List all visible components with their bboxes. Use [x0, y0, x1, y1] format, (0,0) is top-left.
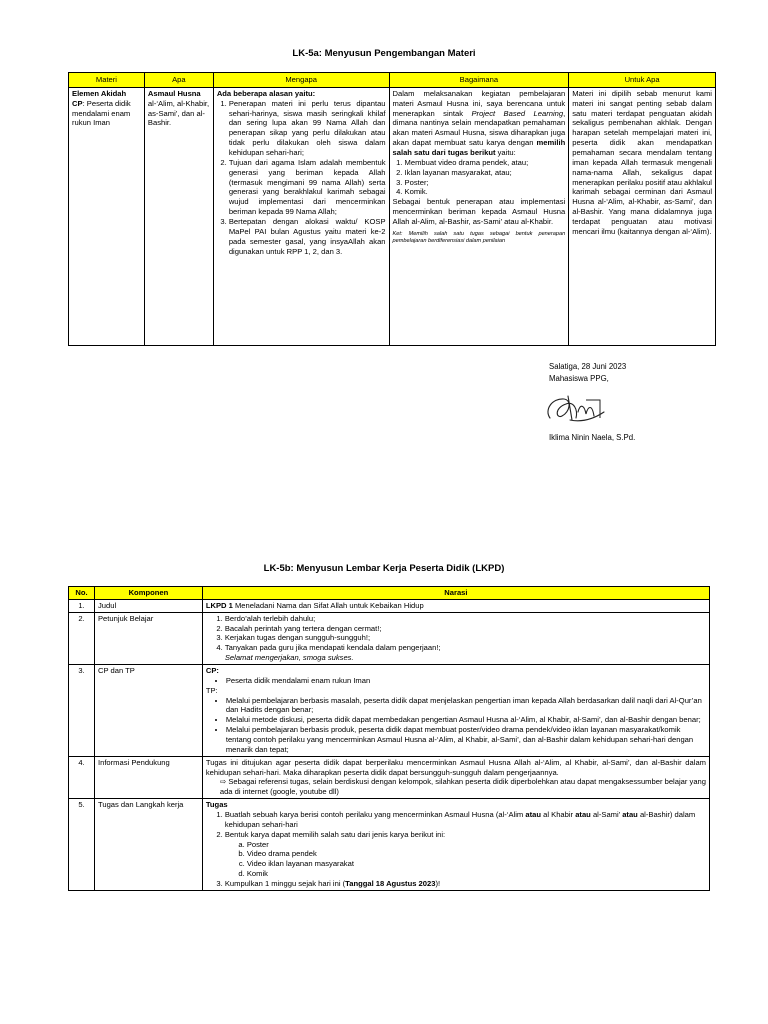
bagaimana-item: 3. Poster;	[405, 178, 566, 188]
step-text: )!	[435, 879, 441, 889]
bagaimana-bold: memilih salah satu dari tugas berikut	[392, 138, 566, 158]
materi-cp-label: CP	[72, 98, 83, 108]
lkpd-label: LKPD 1	[205, 600, 233, 610]
cell-apa	[144, 87, 213, 345]
signature-role: Mahasiswa PPG,	[549, 374, 609, 383]
info-arrow-item	[206, 777, 706, 797]
bagaimana-item: 2. Iklan layanan masyarakat, atau;	[405, 168, 566, 178]
bagaimana-note: Ket: Memilih salah satu tugas sebagai bentuk penerapan pembelajaran berdiferensiasi dalam penilaian	[392, 230, 566, 245]
step-bold: atau	[575, 810, 591, 820]
bagaimana-text: yaitu:	[495, 148, 516, 158]
list-item: 1. Berdo’alah terlebih dahulu;	[225, 614, 706, 624]
tugas-label: Tugas	[205, 800, 228, 810]
list-item: 2. Bacalah perintah yang tertera dengan cermat!;	[225, 624, 706, 634]
step-text: Buatlah sebuah karya berisi contoh perilaku yang mencerminkan Asmaul Husna (al-‘Alim	[224, 810, 526, 820]
row-narasi	[202, 665, 709, 757]
lkpd-title: Meneladani Nama dan Sifat Allah untuk Kebaikan Hidup	[232, 600, 424, 610]
table-row	[69, 599, 710, 612]
info-text: Tugas ini ditujukan agar peserta didik dapat berperilaku mencerminkan Asmaul Husna Allah al-‘Alim, al Khabir, al-Sami’, dan al-Bashir dalam kehidupan sehari-hari. Maka diharapkan peserta didik dapat bersungguh-sungguh dalam pengerjaannya.	[205, 757, 706, 777]
apa-text: al-‘Alim, al-Khabir, as-Sami’, dan al-Bashir.	[147, 98, 210, 128]
header-apa: Apa	[144, 73, 213, 88]
lk5b-title: LK-5b: Menyusun Lembar Kerja Peserta Didik (LKPD)	[263, 563, 505, 574]
row-komponen: Informasi Pendukung	[94, 756, 202, 798]
list-item: • Peserta didik mendalami enam rukun Iman	[226, 676, 706, 686]
cp-list	[206, 676, 706, 686]
step-text: Kumpulkan 1 minggu sejak hari ini (	[224, 879, 346, 889]
lk5b-table	[68, 586, 710, 891]
mengapa-list	[217, 99, 386, 257]
row-number: 4.	[69, 756, 95, 798]
list-item: • Melalui metode diskusi, peserta didik dapat membedakan pengertian Asmaul Husna al-‘Alim, al Khabir, al-Sami’, dan al-Bashir dengan benar;	[226, 715, 706, 725]
mengapa-intro: Ada beberapa alasan yaitu:	[216, 88, 316, 98]
cell-mengapa	[213, 87, 389, 345]
list-item: 3. Kerjakan tugas dengan sungguh-sungguh!;	[225, 633, 706, 643]
row-narasi	[202, 599, 709, 612]
apa-title: Asmaul Husna	[147, 88, 201, 98]
header-no: No.	[69, 587, 95, 600]
bagaimana-item: 1. Membuat video drama pendek, atau;	[405, 158, 566, 168]
header-bagaimana: Bagaimana	[389, 73, 569, 88]
list-item: b. Video drama pendek	[247, 849, 706, 859]
bagaimana-paragraph-2: Sebagai bentuk penerapan atau implementasi mencerminkan beriman kepada Asmaul Husna Allah al-Alim, al-Bashir, as-Sami’ atau al-Khabir.	[392, 197, 566, 227]
handwritten-signature	[540, 390, 610, 430]
lk5a-header-row	[69, 73, 716, 88]
bagaimana-paragraph-1	[393, 89, 566, 158]
table-row	[69, 756, 710, 798]
step-text: Bentuk karya dapat memilih salah satu dari jenis karya berikut ini:	[224, 829, 446, 839]
step-text: al Khabir	[541, 810, 576, 820]
lk5a-content-row	[69, 87, 716, 345]
row-narasi	[202, 612, 709, 664]
row-number: 5.	[69, 799, 95, 891]
closing-text: Selamat mengerjakan, smoga sukses.	[224, 653, 354, 663]
mengapa-item: 1. Penerapan materi ini perlu terus dipantau sehari-harinya, siswa masih seringkali khilaf dan sering lupa akan 99 Nama Allah dan penerapan sikap yang perlu dilakukan atau tidak perlu dilakukan oleh siswa dalam kehidupan sehari-hari;	[229, 99, 386, 158]
bagaimana-italic: Project Based Learning	[471, 108, 564, 118]
row-number: 3.	[69, 665, 95, 757]
header-untuk-apa: Untuk Apa	[569, 73, 716, 88]
bagaimana-list	[393, 158, 566, 197]
karya-sublist	[225, 840, 706, 879]
list-item: • Melalui pembelajaran berbasis produk, peserta didik dapat membuat poster/video drama pendek/video iklan layanan masyarakat/komik tentang contoh perilaku yang mencerminkan Asmaul Husna al-‘Alim, al Khabir, al-Sami’, dan al-Bashir dalam kehidupan sehari-hari dengan menarik dan tepat;	[226, 725, 706, 755]
row-narasi	[202, 799, 709, 891]
row-narasi	[202, 756, 709, 798]
header-komponen: Komponen	[94, 587, 202, 600]
mengapa-item: 3. Bertepatan dengan alokasi waktu/ KOSP MaPel PAI bulan Agustus yaitu materi ke-2 pada semester gasal, yang insyaAllah akan digunakan untuk RPP 1, 2, dan 3.	[229, 217, 386, 256]
row-komponen: Petunjuk Belajar	[94, 612, 202, 664]
cell-materi	[69, 87, 145, 345]
step-bold: atau	[525, 810, 541, 820]
step-bold: atau	[622, 810, 638, 820]
lk5a-title: LK-5a: Menyusun Pengembangan Materi	[292, 48, 476, 59]
petunjuk-list	[206, 614, 706, 653]
table-row	[69, 665, 710, 757]
list-item: 4. Tanyakan pada guru jika mendapati kendala dalam pengerjaan!;	[225, 643, 706, 653]
list-item	[225, 810, 706, 830]
list-item: c. Video iklan layanan masyarakat	[247, 859, 706, 869]
list-item	[225, 879, 706, 889]
list-item: a. Poster	[247, 840, 706, 850]
list-item: d. Komik	[247, 869, 706, 879]
step-text: al-Sami’	[590, 810, 623, 820]
list-item: • Melalui pembelajaran berbasis masalah, peserta didik dapat menjelaskan pengertian iman kepada Allah berdasarkan dalil naqli dari Al-Qur’an dan Hadits dengan benar;	[226, 696, 706, 716]
list-item	[225, 830, 706, 879]
arrow-right-icon: ⇨	[219, 777, 229, 787]
header-mengapa: Mengapa	[213, 73, 389, 88]
mengapa-item: 2. Tujuan dari agama Islam adalah membentuk generasi yang beriman kepada Allah (termasuk mengimani 99 nama Allah) serta generasi yang berakhlakul karimah sebagai wujud implementasi dari mencerminkan beriman kepada 99 Nama Allah;	[229, 158, 386, 217]
signature-place-date: Salatiga, 28 Juni 2023	[549, 362, 627, 371]
step-text: al-Bashir) dalam kehidupan sehari-hari	[224, 810, 696, 829]
table-row	[69, 799, 710, 891]
step-bold: Tanggal 18 Agustus 2023	[345, 879, 436, 889]
bagaimana-text: , dimana nantinya selain mendapatkan pemahaman akan materi Asmaul Husna, siswa diharapkan juga akan dapat membuat satu karya dengan	[392, 108, 566, 148]
cp-label: CP:	[205, 666, 219, 676]
cell-bagaimana	[389, 87, 569, 345]
row-komponen: Judul	[94, 599, 202, 612]
header-materi: Materi	[69, 73, 145, 88]
row-komponen: Tugas dan Langkah kerja	[94, 799, 202, 891]
header-narasi: Narasi	[202, 587, 709, 600]
row-number: 1.	[69, 599, 95, 612]
signature-name: Iklima Ninin Naela, S.Pd.	[549, 433, 636, 442]
cell-untuk-apa: Materi ini dipilih sebab menurut kami materi ini sangat penting sebab dalam satu materi terdapat penguatan akidah sekaligus pembenahan akhlak. Dengan harapan setelah mempelajari materi ini, peserta didik akan mendapatkan pemahaman secara mendalam tentang iman kepada Allah termasuk mengenali nama-nama Allah, sekaligus dapat menerapkan perilaku positif atau akhlakul karimah sebagai cerminan dari Asmaul Husna al-‘Alim, al-Khabir, as-Sami’, dan al-Bashir. Yang mana didalamnya juga terdapat penguatan atau motivasi mencari ilmu (kaitannya dengan al-‘Alim).	[569, 87, 716, 345]
materi-label: Elemen Akidah	[72, 88, 127, 98]
tp-label: TP:	[205, 685, 218, 695]
tp-list	[206, 696, 706, 755]
info-arrow-text: Sebagai referensi tugas, selain berdiskusi dengan kelompok, silahkan peserta didik diperbolehkan atau dapat mengaksessumber belajar yang ada di internet (google, youtube dll)	[219, 777, 706, 797]
tugas-list	[206, 810, 706, 889]
row-number: 2.	[69, 612, 95, 664]
table-row	[69, 612, 710, 664]
lk5a-table	[68, 72, 716, 346]
bagaimana-text: Dalam melaksanakan kegiatan pembelajaran materi Asmaul Husna ini, saya berencana untuk menerapkan sintak	[392, 88, 566, 118]
bagaimana-item: 4. Komik.	[405, 187, 566, 197]
row-komponen: CP dan TP	[94, 665, 202, 757]
materi-cp-text: : Peserta didik mendalami enam rukun Iman	[72, 98, 131, 128]
lk5b-header-row	[69, 587, 710, 600]
